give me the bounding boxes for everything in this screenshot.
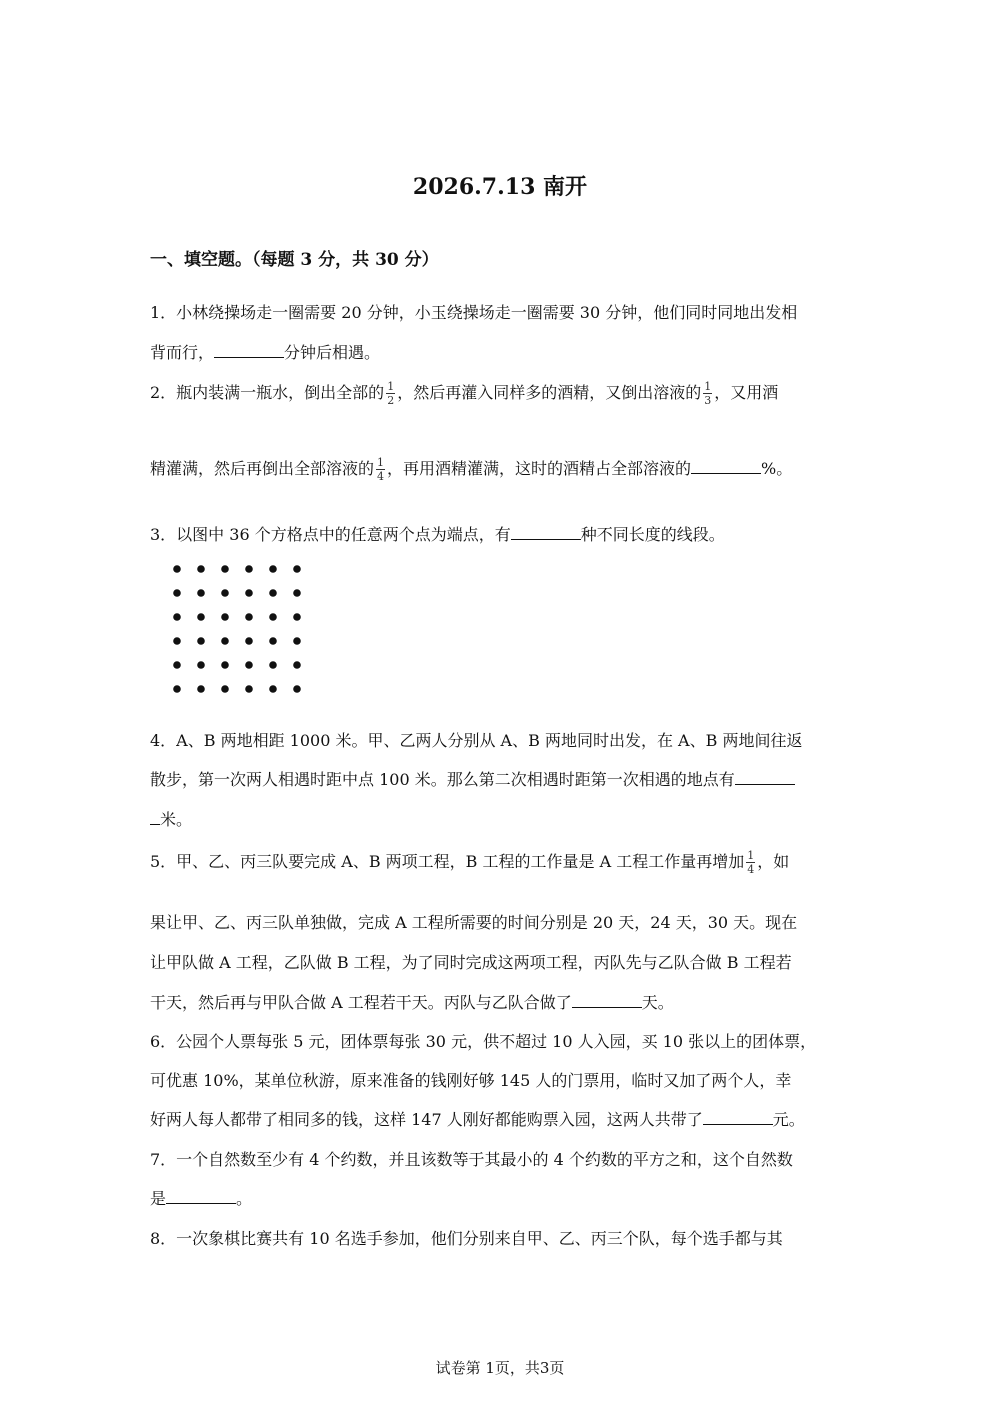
fraction [703, 380, 712, 407]
question-5-line-3: 让甲队做 A 工程，乙队做 B 工程，为了同时完成这两项工程，丙队先与乙队合做 B 工程若 [150, 953, 792, 972]
q6-text-b: 元。 [772, 1110, 805, 1129]
grid-dot [245, 685, 253, 693]
q2-text-e: ，再用酒精灌满，这时的酒精占全部溶液的 [387, 459, 692, 478]
q4-text-a: 散步，第一次两人相遇时距中点 100 米。那么第二次相遇时距第一次相遇的地点有 [150, 770, 735, 789]
answer-blank [166, 1191, 236, 1204]
grid-dot [197, 565, 205, 573]
grid-dot [269, 565, 277, 573]
grid-dot [293, 565, 301, 573]
grid-dot [269, 637, 277, 645]
question-5-line-4 [150, 990, 674, 1013]
q6-text-a: 好两人每人都带了相同多的钱，这样 147 人刚好都能购票入园，这两人共带了 [150, 1110, 703, 1129]
grid-dot [173, 661, 181, 669]
q2-text-b: ，然后再灌入同样多的酒精，又倒出溶液的 [397, 383, 702, 402]
grid-dot [293, 685, 301, 693]
grid-dot [245, 589, 253, 597]
answer-blank [572, 995, 642, 1008]
q2-text-f: %。 [761, 459, 793, 478]
answer-blank [735, 772, 795, 785]
grid-dot [293, 637, 301, 645]
q5-text-b: ，如 [757, 852, 790, 871]
question-4-line-2 [150, 767, 795, 790]
q4-text-b: 米。 [160, 810, 193, 829]
q7-text-a: 是 [150, 1189, 167, 1208]
question-2-line-1 [150, 380, 778, 407]
question-4-line-1: 4．A、B 两地相距 1000 米。甲、乙两人分别从 A、B 两地同时出发，在 A、B 两地间往返 [150, 731, 803, 750]
grid-dot [173, 589, 181, 597]
dot-grid-figure [165, 557, 315, 697]
fraction-denominator: 2 [387, 394, 395, 407]
answer-blank [214, 345, 284, 358]
grid-dot [269, 589, 277, 597]
q7-text-b: 。 [236, 1189, 253, 1208]
grid-dot [197, 589, 205, 597]
question-7-line-2 [150, 1186, 252, 1209]
question-7-line-1: 7．一个自然数至少有 4 个约数，并且该数等于其最小的 4 个约数的平方之和，这个自然数 [150, 1150, 793, 1169]
grid-dot [221, 565, 229, 573]
question-6-line-3 [150, 1107, 805, 1130]
q1-text-a: 背而行， [150, 343, 215, 362]
grid-dot [293, 661, 301, 669]
section-heading: 一、填空题。（每题 3 分，共 30 分） [150, 250, 439, 270]
question-8-line-1: 8．一次象棋比赛共有 10 名选手参加，他们分别来自甲、乙、丙三个队，每个选手都与其 [150, 1229, 783, 1248]
grid-dot [245, 613, 253, 621]
grid-dot [173, 565, 181, 573]
grid-dot [293, 589, 301, 597]
grid-dot [197, 661, 205, 669]
answer-blank [150, 812, 160, 825]
fraction-numerator: 1 [747, 849, 755, 862]
q3-text-b: 种不同长度的线段。 [580, 525, 725, 544]
fraction [386, 380, 395, 407]
q2-text-c: ，又用酒 [714, 383, 779, 402]
grid-dot [269, 613, 277, 621]
fraction [376, 456, 385, 483]
q3-text-a: 3．以图中 36 个方格点中的任意两个点为端点，有 [150, 525, 511, 544]
grid-dot [245, 661, 253, 669]
question-5-line-2: 果让甲、乙、丙三队单独做，完成 A 工程所需要的时间分别是 20 天，24 天，30 天。现在 [150, 913, 798, 932]
grid-dot [173, 685, 181, 693]
grid-dot [221, 589, 229, 597]
page-footer: 试卷第 1页，共3页 [435, 1359, 565, 1377]
grid-dot [173, 613, 181, 621]
question-6-line-1: 6．公园个人票每张 5 元，团体票每张 30 元，供不超过 10 人入园，买 10 张以上的团体票， [150, 1032, 817, 1051]
grid-dot [221, 637, 229, 645]
fraction-numerator: 1 [387, 380, 395, 393]
question-4-line-3 [150, 807, 192, 830]
grid-dot [245, 565, 253, 573]
question-3-line-1 [150, 522, 725, 545]
q5-text-c: 干天，然后再与甲队合做 A 工程若干天。丙队与乙队合做了 [150, 993, 572, 1012]
grid-dot [269, 685, 277, 693]
fraction [746, 849, 755, 876]
grid-dot [221, 685, 229, 693]
grid-dot [197, 613, 205, 621]
question-6-line-2: 可优惠 10%，某单位秋游，原来准备的钱刚好够 145 人的门票用，临时又加了两个人，幸 [150, 1071, 792, 1090]
fraction-denominator: 3 [704, 394, 712, 407]
question-2-line-2 [150, 456, 792, 483]
q2-text-a: 2．瓶内装满一瓶水，倒出全部的 [150, 383, 385, 402]
fraction-denominator: 4 [747, 863, 755, 876]
fraction-numerator: 1 [377, 456, 385, 469]
grid-dot [173, 637, 181, 645]
question-5-line-1 [150, 849, 789, 876]
grid-dot [197, 637, 205, 645]
answer-blank [511, 527, 581, 540]
fraction-numerator: 1 [704, 380, 712, 393]
q5-text-a: 5．甲、乙、丙三队要完成 A、B 两项工程，B 工程的工作量是 A 工程工作量再增加 [150, 852, 745, 871]
answer-blank [703, 1112, 773, 1125]
q2-text-d: 精灌满，然后再倒出全部溶液的 [150, 459, 375, 478]
grid-dot [245, 637, 253, 645]
question-1-line-2 [150, 340, 380, 363]
fraction-denominator: 4 [377, 470, 385, 483]
grid-dot [269, 661, 277, 669]
question-1-line-1: 1．小林绕操场走一圈需要 20 分钟，小玉绕操场走一圈需要 30 分钟，他们同时同地出发相 [150, 303, 798, 322]
q1-text-b: 分钟后相遇。 [284, 343, 381, 362]
q5-text-d: 天。 [641, 993, 674, 1012]
answer-blank [691, 461, 761, 474]
grid-dot [221, 661, 229, 669]
grid-dot [293, 613, 301, 621]
grid-dot [197, 685, 205, 693]
grid-dot [221, 613, 229, 621]
page-title: 2026.7.13 南开 [412, 174, 588, 200]
